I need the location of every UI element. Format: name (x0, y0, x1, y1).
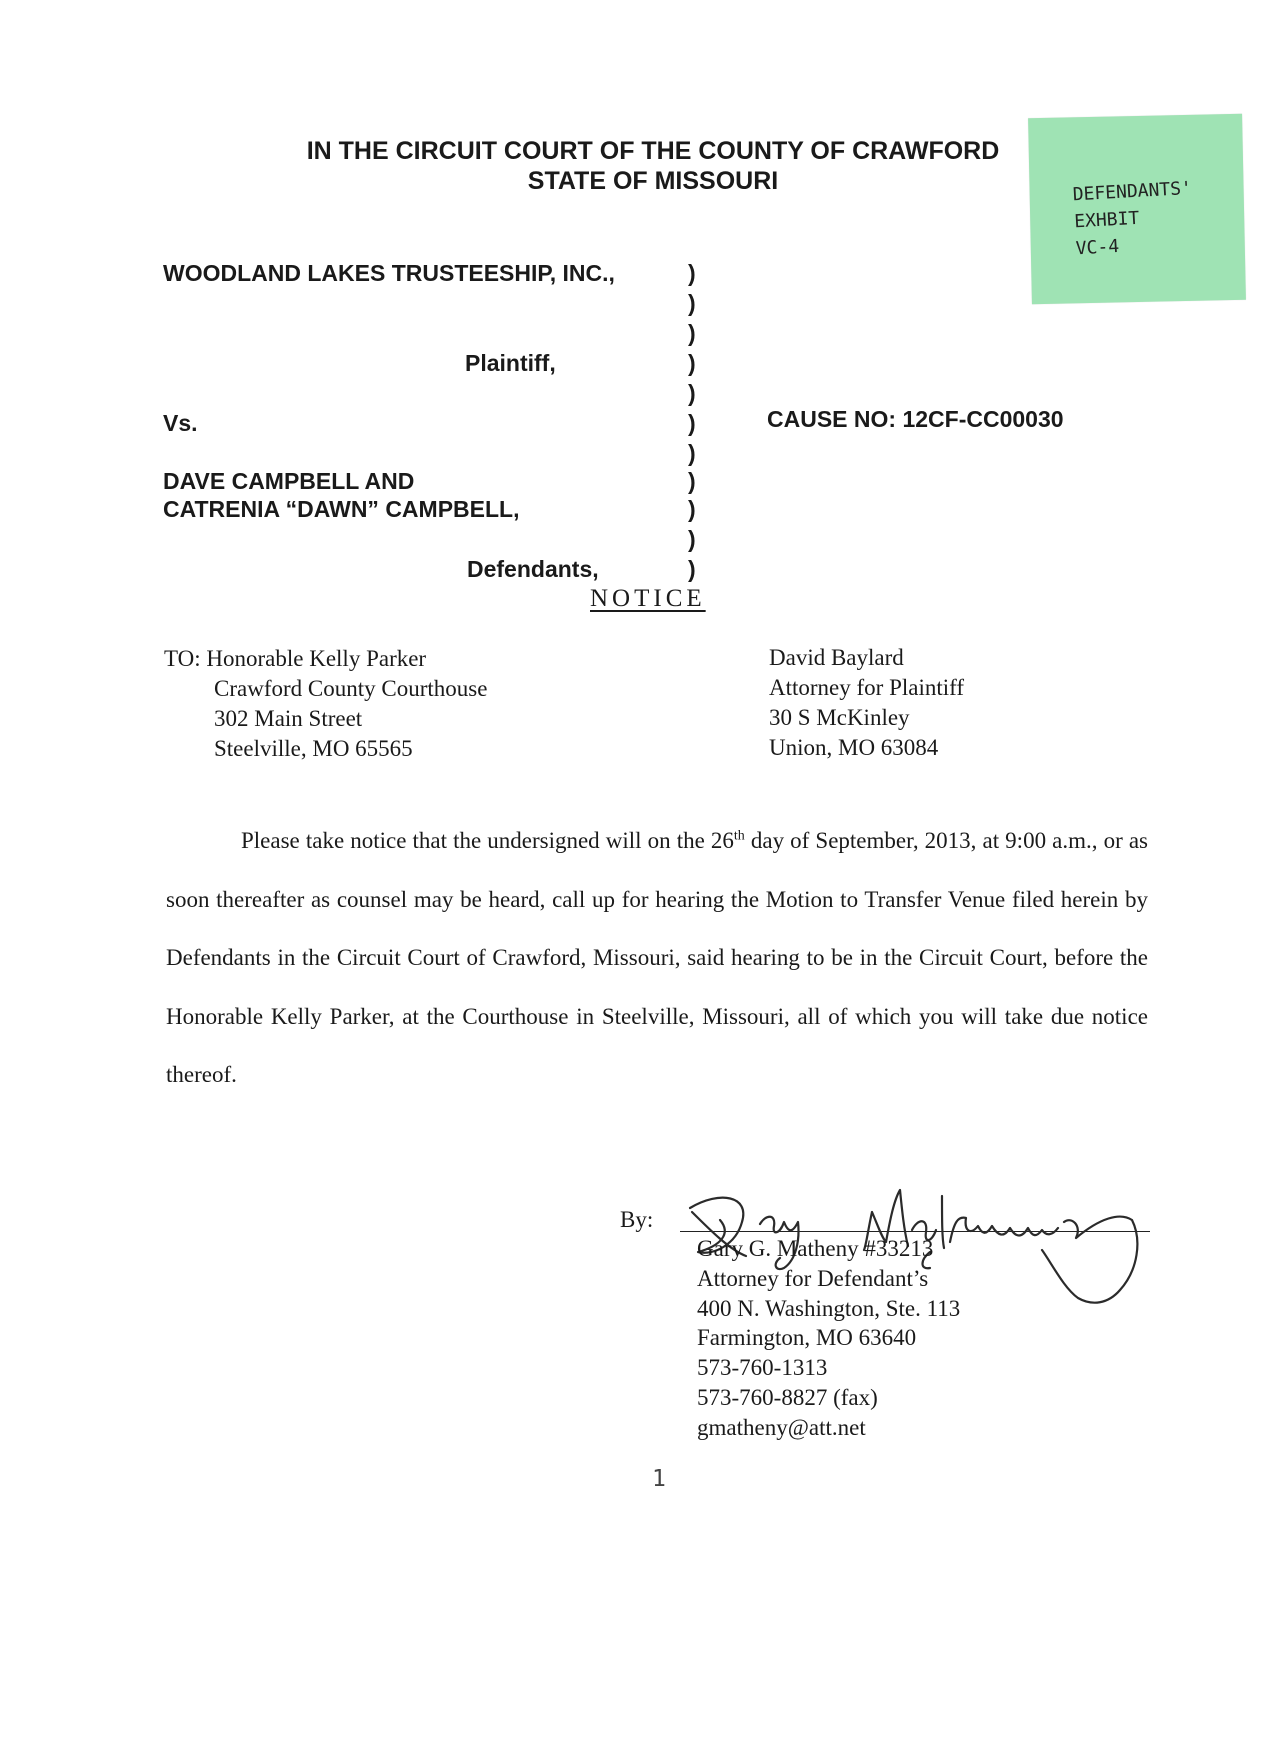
to-label: TO: (164, 646, 201, 671)
exhibit-line-2: EXHBIT (1073, 207, 1140, 233)
body-text-part2: day of September, 2013, at 9:00 a.m., or as soon thereafter as counsel may be heard, call up for hearing the Motion to Transfer Venue filed herein by Defendants in the Circuit Court of Crawford, Missouri, said hearing to be in the Circuit Court, before the Honorable Kelly Parker, at the Courthouse in Steelville, Missouri, all of which you will take due notice thereof. (166, 828, 1148, 1087)
signer-line: Gary G. Matheny #33213 (697, 1236, 934, 1261)
recipient-line: Attorney for Plaintiff (769, 675, 965, 700)
exhibit-line-1: DEFENDANTS' (1072, 177, 1193, 206)
paren-mark: ) (688, 260, 696, 286)
defendant-name-1: DAVE CAMPBELL AND (163, 468, 415, 494)
signer-line: Farmington, MO 63640 (697, 1325, 917, 1351)
signer-line: 573-760-8827 (fax) (697, 1384, 878, 1410)
recipient-line: 30 S McKinley (769, 705, 910, 730)
court-state: STATE OF MISSOURI (527, 167, 779, 195)
recipient-plaintiff-attorney (769, 643, 964, 763)
ordinal-suffix: th (733, 828, 745, 844)
body-text-part1: Please take notice that the undersigned will on the 26 (241, 828, 734, 853)
signer-email: gmatheny@att.net (697, 1414, 866, 1440)
paren-mark: ) (688, 290, 696, 316)
defendant-role: Defendants, (467, 556, 599, 582)
plaintiff-role: Plaintiff, (465, 350, 556, 376)
exhibit-sticker (1028, 114, 1246, 304)
recipient-line: Honorable Kelly Parker (206, 646, 427, 671)
signer-line: 573-760-1313 (697, 1355, 828, 1381)
recipient-line: Union, MO 63084 (769, 735, 939, 760)
by-label: By: (620, 1207, 654, 1232)
versus-label: Vs. (163, 410, 198, 436)
signer-line: Attorney for Defendant’s (697, 1265, 929, 1291)
recipient-line: David Baylard (769, 645, 904, 670)
signer-block (697, 1234, 960, 1443)
paren-mark: ) (688, 410, 696, 436)
paren-mark: ) (688, 320, 696, 346)
paren-mark: ) (688, 468, 696, 494)
cause-number: CAUSE NO: 12CF-CC00030 (767, 406, 1064, 432)
notice-body (166, 812, 1148, 1105)
exhibit-line-3: VC-4 (1075, 235, 1120, 260)
paren-mark: ) (688, 526, 696, 552)
notice-title: NOTICE (590, 585, 706, 612)
recipient-line: Crawford County Courthouse (214, 676, 488, 701)
defendant-name-2: CATRENIA “DAWN” CAMPBELL, (163, 496, 520, 522)
recipient-line: Steelville, MO 65565 (214, 736, 413, 761)
court-title: IN THE CIRCUIT COURT OF THE COUNTY OF CRAWFORD (306, 137, 1000, 165)
recipient-court (164, 644, 487, 764)
plaintiff-name: WOODLAND LAKES TRUSTEESHIP, INC., (163, 260, 615, 286)
paren-mark: ) (688, 380, 696, 406)
page-number: 1 (652, 1466, 666, 1492)
paren-mark: ) (688, 556, 696, 582)
paren-mark: ) (688, 496, 696, 522)
paren-mark: ) (688, 440, 696, 466)
paren-mark: ) (688, 350, 696, 376)
recipient-line: 302 Main Street (214, 706, 363, 731)
signer-line: 400 N. Washington, Ste. 113 (697, 1295, 961, 1321)
